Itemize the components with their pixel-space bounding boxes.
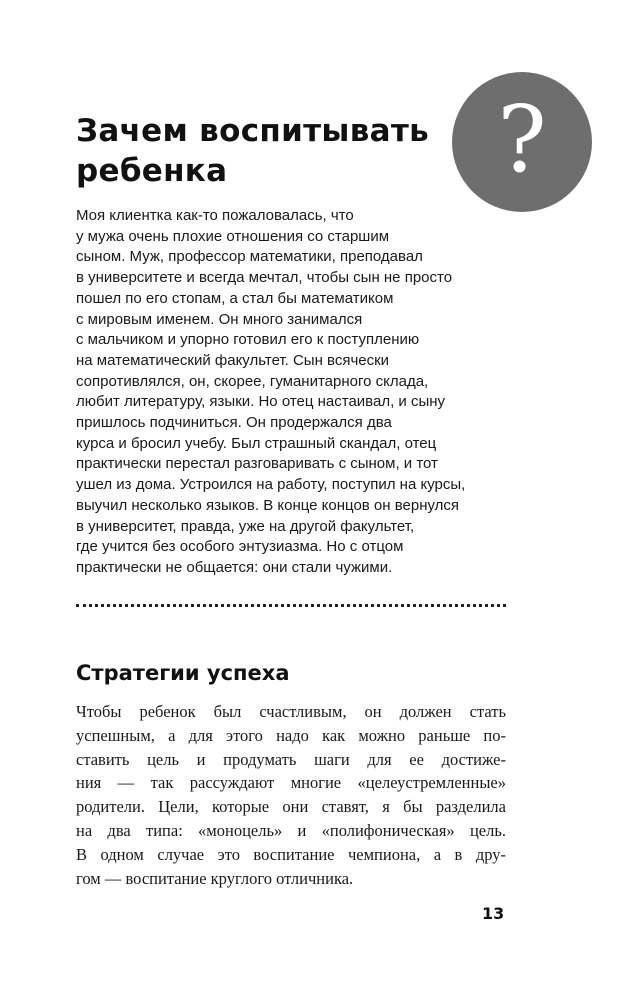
- section-title-line: ребенка: [76, 153, 228, 189]
- story-line: пришлось подчиниться. Он продержался два: [76, 414, 392, 432]
- body-line: родители. Цели, которые они ставят, я бы разделила: [76, 797, 506, 817]
- body-line: ния — так рассуждают многие «целеустремленные»: [76, 773, 506, 793]
- story-line: выучил несколько языков. В конце концов он вернулся: [76, 496, 460, 514]
- subsection-title: Стратегии успеха: [76, 661, 290, 685]
- story-line: у мужа очень плохие отношения со старшим: [76, 227, 390, 245]
- story-line: практически перестал разговаривать с сыном, и тот: [76, 455, 438, 473]
- strategies-text: [76, 700, 506, 890]
- question-mark-circle-icon: [452, 72, 592, 212]
- story-line: где учится без особого энтузиазма. Но с отцом: [76, 538, 404, 556]
- client-story-text: [76, 206, 465, 579]
- body-line: Чтобы ребенок был счастливым, он должен стать: [76, 702, 506, 721]
- story-line: на математический факультет. Сын всячески: [76, 351, 390, 369]
- story-line: с мировым именем. Он много занимался: [76, 310, 363, 328]
- body-line: ставить цель и продумать шаги для ее достиже-: [76, 749, 506, 769]
- story-line: с мальчиком и упорно готовил его к поступлению: [76, 331, 420, 349]
- question-mark-glyph: ?: [497, 86, 547, 193]
- page-number: 13: [482, 904, 505, 923]
- story-line: в университете и всегда мечтал, чтобы сын не просто: [76, 269, 453, 287]
- section-title: [76, 111, 429, 191]
- story-line: практически не общается: они стали чужими.: [76, 558, 393, 576]
- story-line: Моя клиентка как-то пожаловалась, что: [76, 207, 354, 224]
- section-title-line: Зачем воспитывать: [76, 113, 430, 149]
- story-line: пошел по его стопам, а стал бы математиком: [76, 289, 394, 307]
- body-line: успешным, а для этого надо как можно раньше по-: [76, 725, 506, 745]
- body-line: В одном случае это воспитание чемпиона, а в дру-: [76, 844, 506, 864]
- dotted-divider: [76, 604, 506, 607]
- story-line: в университет, правда, уже на другой факультет,: [76, 517, 415, 535]
- story-line: курса и бросил учебу. Был страшный скандал, отец: [76, 434, 437, 452]
- story-line: сопротивлялся, он, скорее, гуманитарного склада,: [76, 372, 429, 390]
- story-line: сыном. Муж, профессор математики, преподавал: [76, 248, 423, 266]
- body-line: на два типа: «моноцель» и «полифоническая» цель.: [76, 820, 506, 840]
- story-line: любит литературу, языки. Но отец настаивал, и сыну: [76, 393, 446, 411]
- story-line: ушел из дома. Устроился на работу, поступил на курсы,: [76, 476, 466, 494]
- body-line: гом — воспитание круглого отличника.: [76, 868, 354, 888]
